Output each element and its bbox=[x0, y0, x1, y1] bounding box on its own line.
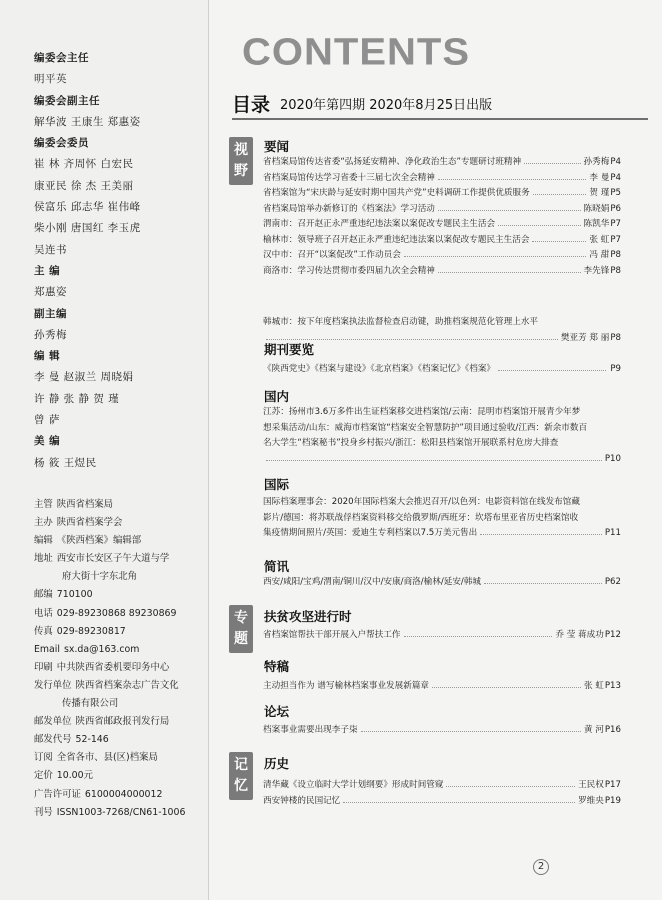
publication-value: 6100004000012 bbox=[84, 788, 163, 800]
guoji-footer bbox=[263, 526, 621, 542]
entry-author: 王民权 bbox=[578, 780, 604, 790]
guoji-line-2[interactable]: 影片/德国：将苏联战俘档案资料移交给俄罗斯/西班牙：坎塔布里亚省历史档案馆收 bbox=[263, 512, 579, 523]
leader-dots bbox=[480, 526, 602, 535]
publication-row bbox=[34, 749, 206, 767]
masthead-names: 侯富乐 邱志华 崔伟峰 bbox=[34, 201, 141, 214]
publication-key: 主办 bbox=[34, 517, 53, 529]
entry-author: 李先锋 bbox=[583, 265, 610, 276]
editorial-board bbox=[34, 48, 204, 474]
mulu-label: 目录 bbox=[232, 94, 271, 116]
entry-title: 榆林市：领导班子召开赵正永严重违纪违法案以案促改专题民主生活会 bbox=[263, 234, 530, 245]
publication-value: 府大街十字东北角 bbox=[62, 571, 138, 583]
publication-info bbox=[34, 496, 206, 822]
contents-column bbox=[208, 0, 662, 900]
publication-key: 订阅 bbox=[34, 752, 53, 764]
section-title-lishi: 历史 bbox=[264, 756, 290, 771]
entry-title: 省档案局馆传达省委“弘扬延安精神、净化政治生态”专题研讨班精神 bbox=[263, 157, 522, 167]
leader-dots bbox=[432, 679, 581, 688]
leader-dots bbox=[343, 794, 575, 803]
masthead-role: 主 编 bbox=[34, 264, 61, 277]
masthead-role: 编委会主任 bbox=[34, 52, 89, 64]
toc-entry[interactable] bbox=[263, 202, 621, 218]
leader-dots bbox=[266, 452, 602, 461]
publication-value: 10.00元 bbox=[56, 770, 93, 782]
leader-dots bbox=[498, 217, 581, 226]
publication-key: 主管 bbox=[34, 499, 53, 510]
entry-page: P4 bbox=[610, 172, 621, 183]
masthead-names: 康亚民 徐 杰 王美丽 bbox=[34, 179, 134, 192]
yaowen-last-entry bbox=[263, 315, 621, 346]
section-title-fupin: 扶贫攻坚进行时 bbox=[264, 609, 352, 624]
contents-heading: CONTENTS bbox=[242, 31, 470, 73]
masthead-names: 李 曼 赵淑兰 周晓娟 bbox=[34, 371, 134, 384]
leader-dots bbox=[524, 155, 580, 164]
toc-entry[interactable] bbox=[263, 155, 621, 171]
publication-key: 传真 bbox=[34, 625, 53, 637]
guonei-line-3[interactable]: 名大学生“档案秘书”投身乡村振兴/浙江：松阳县档案馆开展联系村危房大排查 bbox=[263, 438, 559, 448]
entry-title: 西安钟楼的民国记忆 bbox=[263, 795, 341, 806]
leader-dots bbox=[404, 248, 587, 257]
section-luntan bbox=[263, 723, 621, 739]
entry-page: P19 bbox=[604, 795, 621, 806]
leader-dots bbox=[404, 628, 553, 637]
leader-dots bbox=[266, 331, 558, 340]
leader-dots bbox=[438, 202, 581, 211]
masthead-names: 柴小刚 唐国红 李玉虎 bbox=[34, 222, 141, 235]
publication-value: 传播有限公司 bbox=[62, 698, 119, 710]
leader-dots bbox=[361, 723, 581, 732]
publication-row bbox=[34, 659, 206, 677]
publication-row bbox=[34, 767, 206, 785]
entry-title: 档案事业需要出现李子柒 bbox=[263, 725, 358, 735]
publication-key: 编辑 bbox=[34, 535, 53, 547]
section-jianxun bbox=[263, 575, 621, 591]
publication-row bbox=[34, 695, 206, 713]
leader-dots bbox=[533, 186, 587, 195]
publication-key: 邮编 bbox=[34, 589, 53, 601]
entry-title: 商洛市：学习传达贯彻市委四届九次全会精神 bbox=[263, 265, 435, 276]
publication-row bbox=[34, 623, 206, 641]
section-title-guonei: 国内 bbox=[264, 389, 290, 404]
toc-entry[interactable] bbox=[263, 679, 621, 695]
toc-entry[interactable] bbox=[263, 362, 621, 378]
guonei-line-2[interactable]: 想采集活动/山东：威海市档案馆“档案安全智慧防护”项目通过验收/江西：新余市数百 bbox=[263, 422, 588, 433]
publication-row bbox=[34, 641, 206, 659]
publication-value: 全省各市、县(区)档案局 bbox=[56, 752, 158, 764]
entry-page: P12 bbox=[604, 630, 621, 640]
masthead-role: 副主编 bbox=[34, 307, 67, 320]
entry-author: 陈凯华 bbox=[583, 219, 610, 229]
publication-value: 陕西省邮政报刊发行局 bbox=[75, 716, 170, 728]
publication-key: Email bbox=[34, 643, 61, 655]
publication-row bbox=[34, 605, 206, 623]
publication-value: ISSN1003-7268/CN61-1006 bbox=[56, 806, 186, 818]
entry-title[interactable]: 韩城市：按下年度档案执法监督检查启动键，助推档案规范化管理上水平 bbox=[263, 317, 539, 327]
entry-footer bbox=[263, 331, 621, 347]
entry-author: 张 虹 bbox=[589, 234, 610, 245]
section-title-luntan: 论坛 bbox=[264, 704, 290, 719]
section-tegao bbox=[263, 679, 621, 695]
publication-key: 刊号 bbox=[34, 806, 53, 818]
entry-author: 黄 河 bbox=[583, 725, 604, 735]
publication-value: 陕西省档案杂志广告文化 bbox=[75, 679, 179, 691]
entry-title: 省档案局馆举办新修订的《档案法》学习活动 bbox=[263, 203, 435, 214]
leader-dots bbox=[532, 233, 586, 242]
masthead-role: 编委会委员 bbox=[34, 137, 89, 150]
jianxun-line bbox=[263, 575, 621, 591]
publication-value: 《陕西档案》编辑部 bbox=[56, 535, 142, 547]
publication-key: 发行单位 bbox=[34, 679, 72, 691]
entry-page: P9 bbox=[610, 364, 621, 374]
entry-page: P7 bbox=[610, 234, 621, 245]
publication-key: 广告许可证 bbox=[34, 788, 81, 800]
publication-row bbox=[34, 786, 206, 804]
badge-jiyi-text: 记忆 bbox=[234, 757, 248, 794]
section-yaowen bbox=[263, 155, 621, 279]
publication-row bbox=[34, 731, 206, 749]
guonei-line-1[interactable]: 江苏：扬州市3.6万多件出生证档案移交进档案馆/云南：昆明市档案馆开展青少年梦 bbox=[263, 407, 581, 417]
masthead-role: 美 编 bbox=[34, 435, 61, 448]
publication-key: 邮发单位 bbox=[34, 716, 72, 728]
page-number: 2 bbox=[533, 859, 549, 875]
entry-author: 孙秀梅 bbox=[583, 157, 610, 167]
publication-row bbox=[34, 586, 206, 604]
entry-author: 张 虹 bbox=[583, 681, 604, 691]
publication-value: 710100 bbox=[56, 589, 93, 601]
publication-key: 地址 bbox=[34, 553, 53, 565]
leader-dots bbox=[484, 575, 602, 584]
entry-author: 贺 瑾 bbox=[589, 188, 610, 198]
publication-value: 029-89230868 89230869 bbox=[56, 607, 177, 619]
entry-page: P16 bbox=[604, 725, 621, 735]
entry-page: P8 bbox=[610, 250, 621, 260]
publication-row bbox=[34, 550, 206, 568]
section-title-jianxun: 简讯 bbox=[264, 559, 290, 574]
publication-key: 电话 bbox=[34, 607, 53, 619]
publication-row bbox=[34, 677, 206, 695]
entry-page: P62 bbox=[604, 577, 621, 587]
publication-value: 西安市长安区子午大道与学 bbox=[56, 553, 170, 565]
entry-author: 陈晓娟 bbox=[583, 203, 610, 214]
publication-key: 定价 bbox=[34, 770, 53, 782]
toc-entry[interactable] bbox=[263, 723, 621, 739]
entry-page: P10 bbox=[604, 453, 621, 464]
section-title-qikan: 期刊要览 bbox=[264, 342, 315, 357]
publication-value: 029-89230817 bbox=[56, 625, 126, 637]
publication-row bbox=[34, 804, 206, 822]
entry-page: P17 bbox=[604, 780, 621, 790]
entry-author: 李 曼 bbox=[589, 172, 610, 183]
leader-dots bbox=[438, 171, 587, 180]
section-qikan bbox=[263, 362, 621, 378]
masthead-names: 杨 筱 王煜民 bbox=[34, 456, 97, 469]
publication-row bbox=[34, 568, 206, 586]
masthead-role: 编委会副主任 bbox=[34, 94, 100, 107]
masthead-names: 解华波 王康生 郑惠姿 bbox=[34, 115, 141, 128]
section-guonei bbox=[263, 405, 621, 467]
section-guoji bbox=[263, 495, 621, 542]
masthead-role: 编 辑 bbox=[34, 350, 61, 363]
entry-title: 省档案局馆传达学习省委十三届七次全会精神 bbox=[263, 172, 435, 183]
section-title-yaowen: 要闻 bbox=[264, 139, 290, 154]
toc-entry[interactable] bbox=[263, 217, 621, 233]
masthead-names: 明平英 bbox=[34, 73, 67, 86]
publication-value: 陕西省档案学会 bbox=[56, 517, 123, 529]
entry-title: 清华藏《设立临时大学计划纲要》形成时间管窥 bbox=[263, 780, 444, 790]
entry-page: P13 bbox=[604, 681, 621, 691]
badge-zhuanti-text: 专题 bbox=[234, 610, 248, 647]
masthead-names: 吴连书 bbox=[34, 243, 67, 256]
toc-entry[interactable] bbox=[263, 628, 621, 644]
section-lishi bbox=[263, 778, 621, 809]
entry-author: 冯 甜 bbox=[589, 250, 610, 260]
section-fupin bbox=[263, 628, 621, 644]
publication-key: 邮发代号 bbox=[34, 734, 72, 746]
toc-entry[interactable] bbox=[263, 264, 621, 280]
toc-entry[interactable] bbox=[263, 794, 621, 810]
entry-page: P8 bbox=[610, 265, 621, 276]
publication-row bbox=[34, 532, 206, 550]
publication-row bbox=[34, 713, 206, 731]
guonei-footer bbox=[263, 452, 621, 468]
entry-page: P11 bbox=[604, 528, 621, 538]
publication-value: 52-146 bbox=[75, 734, 109, 746]
masthead-names: 许 静 张 静 贺 瑾 bbox=[34, 392, 120, 405]
leader-dots bbox=[446, 778, 575, 787]
mulu-header bbox=[232, 90, 648, 120]
entry-page: P4 bbox=[610, 157, 621, 167]
leader-dots bbox=[498, 362, 606, 371]
guoji-line-1[interactable]: 国际档案理事会：2020年国际档案大会推迟召开/以色列：电影资料馆在线发布馆藏 bbox=[263, 497, 580, 507]
entry-page: P6 bbox=[610, 203, 621, 214]
toc-entry[interactable] bbox=[263, 171, 621, 187]
publication-value: 陕西省档案局 bbox=[56, 499, 114, 510]
entry-title: 《陕西党史》《档案与建设》《北京档案》《档案记忆》《档案》 bbox=[263, 364, 496, 374]
issue-info: 2020年第四期 2020年8月25日出版 bbox=[280, 98, 493, 113]
entry-title: 渭南市：召开赵正永严重违纪违法案以案促改专题民主生活会 bbox=[263, 219, 496, 229]
masthead-names: 崔 林 齐周怀 白宏民 bbox=[34, 158, 134, 171]
guoji-line-3[interactable]: 集疫情期间照片/英国：爱迪生专利档案以7.5万美元售出 bbox=[263, 528, 478, 538]
toc-entry[interactable] bbox=[263, 778, 621, 794]
section-title-tegao: 特稿 bbox=[264, 659, 290, 674]
jianxun-text[interactable]: 西安/咸阳/宝鸡/渭南/铜川/汉中/安康/商洛/榆林/延安/韩城 bbox=[263, 577, 482, 587]
entry-title: 汉中市：召开“以案促改”工作动员会 bbox=[263, 250, 401, 260]
toc-entry[interactable] bbox=[263, 186, 621, 202]
badge-zhuanti bbox=[229, 605, 253, 653]
publication-row bbox=[34, 514, 206, 532]
entry-author: 罗维央 bbox=[578, 795, 604, 806]
leader-dots bbox=[438, 264, 581, 273]
entry-title: 主动担当作为 谱写榆林档案事业发展新篇章 bbox=[263, 681, 430, 691]
entry-page: P7 bbox=[610, 219, 621, 229]
badge-jiyi bbox=[229, 752, 253, 800]
masthead-names: 孙秀梅 bbox=[34, 328, 67, 341]
masthead-names: 郑惠姿 bbox=[34, 286, 67, 299]
publication-row bbox=[34, 496, 206, 514]
entry-page: P8 bbox=[610, 332, 621, 343]
entry-title: 省档案馆为“宋庆龄与延安时期中国共产党”史料调研工作提供优质服务 bbox=[263, 188, 530, 198]
toc-entry[interactable] bbox=[263, 248, 621, 264]
section-title-guoji: 国际 bbox=[264, 477, 290, 492]
masthead-names: 曾 萨 bbox=[34, 414, 60, 427]
publication-value: 中共陕西省委机要印务中心 bbox=[56, 661, 170, 673]
toc-entry[interactable] bbox=[263, 233, 621, 249]
publication-value[interactable]: sx.da@163.com bbox=[64, 643, 140, 655]
entry-page: P5 bbox=[610, 188, 621, 198]
masthead-column bbox=[0, 0, 209, 900]
entry-author: 乔 莹 蒋成功 bbox=[555, 630, 604, 640]
entry-author: 樊亚芳 郑 丽 bbox=[560, 332, 610, 343]
badge-shiye-text: 视野 bbox=[234, 142, 248, 179]
entry-title: 省档案馆帮扶干部开展入户帮扶工作 bbox=[263, 630, 401, 640]
publication-key: 印刷 bbox=[34, 661, 53, 673]
badge-shiye bbox=[229, 137, 253, 185]
